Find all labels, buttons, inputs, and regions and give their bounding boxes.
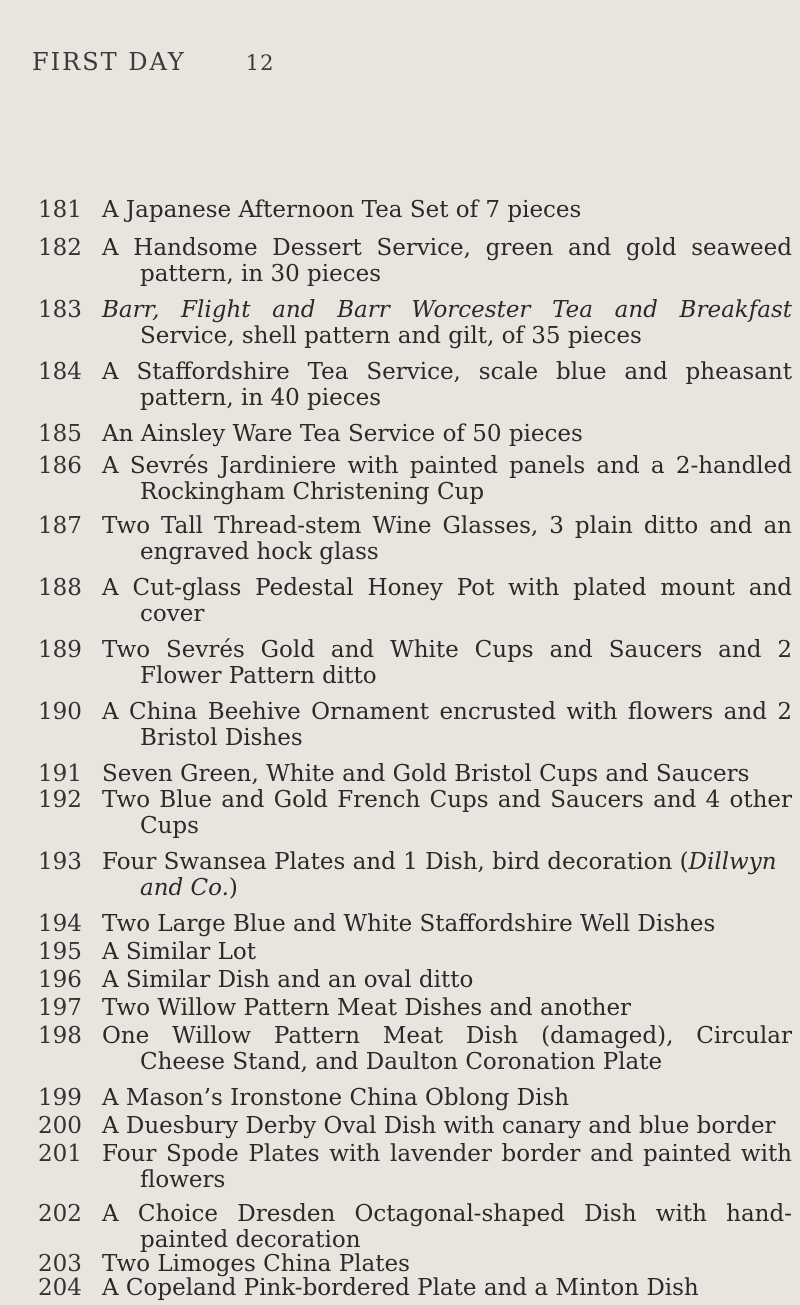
lot-description-line: Four Spode Plates with lavender border and painted with: [102, 1141, 792, 1167]
lot-description-line: A Japanese Afternoon Tea Set of 7 pieces: [102, 197, 582, 223]
day-heading: FIRST DAY: [32, 48, 186, 76]
lot-number: 192: [38, 787, 82, 813]
lot-description-line: flowers: [140, 1167, 226, 1193]
lot-description-line: Service, shell pattern and gilt, of 35 pieces: [140, 323, 642, 349]
lot-number: 201: [38, 1141, 82, 1167]
lot-description-text: Four Swansea Plates and 1 Dish, bird decoration (: [102, 849, 689, 875]
lot-number: 189: [38, 637, 82, 663]
lot-description-line: A Handsome Dessert Service, green and gold seaweed: [102, 235, 792, 261]
lot-number: 202: [38, 1201, 82, 1227]
lot-number: 190: [38, 699, 82, 725]
lot-description-line: A Cut-glass Pedestal Honey Pot with plated mount and: [102, 575, 792, 601]
lot-description-line: [140, 874, 800, 902]
closing-paren: ): [228, 875, 238, 901]
lot-number: 186: [38, 453, 82, 479]
lot-number: 185: [38, 421, 82, 447]
lot-description-line: A Sevrés Jardiniere with painted panels and a 2-handled: [102, 453, 792, 479]
lot-description-line: A Duesbury Derby Oval Dish with canary and blue border: [102, 1113, 776, 1139]
lot-description-line: engraved hock glass: [140, 539, 379, 565]
page-number: 12: [245, 51, 275, 75]
lot-number: 204: [38, 1275, 82, 1301]
lot-description-line: Two Large Blue and White Staffordshire Well Dishes: [102, 911, 716, 937]
lot-number: 200: [38, 1113, 82, 1139]
lot-description-line: cover: [140, 601, 205, 627]
lot-description-line: A Mason’s Ironstone China Oblong Dish: [102, 1085, 570, 1111]
lot-description-line: Two Tall Thread-stem Wine Glasses, 3 plain ditto and an: [102, 513, 792, 539]
lot-description-line: Cups: [140, 813, 199, 839]
lot-number: 198: [38, 1023, 82, 1049]
lot-description-line: Bristol Dishes: [140, 725, 303, 751]
lot-number: 193: [38, 849, 82, 875]
lot-description-line: Two Blue and Gold French Cups and Saucers and 4 other: [102, 787, 792, 813]
maker-name-cont: and Co.: [140, 875, 229, 901]
lot-description-line: A Choice Dresden Octagonal-shaped Dish with hand-: [102, 1201, 792, 1227]
lot-description-line: A Similar Lot: [102, 939, 256, 965]
lot-number: 182: [38, 235, 82, 261]
lot-number: 183: [38, 297, 82, 323]
lot-description-line: Cheese Stand, and Daulton Coronation Plate: [140, 1049, 663, 1075]
lot-description-line: Rockingham Christening Cup: [140, 479, 485, 505]
lot-description-line: pattern, in 30 pieces: [140, 261, 382, 287]
lot-description-line: A China Beehive Ornament encrusted with flowers and 2: [102, 699, 792, 725]
lot-description-line: painted decoration: [140, 1227, 361, 1253]
lot-description-line: Two Sevrés Gold and White Cups and Saucers and 2: [102, 637, 792, 663]
lot-number: 184: [38, 359, 82, 385]
lot-description-line: Barr, Flight and Barr Worcester Tea and Breakfast: [102, 297, 792, 323]
lot-number: 188: [38, 575, 82, 601]
lot-description-line: Seven Green, White and Gold Bristol Cups and Saucers: [102, 761, 750, 787]
lot-number: 194: [38, 911, 82, 937]
lot-number: 181: [38, 197, 82, 223]
lot-description-line: A Similar Dish and an oval ditto: [102, 967, 474, 993]
lot-description-line: Two Willow Pattern Meat Dishes and another: [102, 995, 632, 1021]
maker-name: Dillwyn: [688, 849, 777, 875]
lot-description-line: A Staffordshire Tea Service, scale blue and pheasant: [102, 359, 792, 385]
lot-description-line: [102, 848, 792, 876]
lot-description-line: One Willow Pattern Meat Dish (damaged), Circular: [102, 1023, 792, 1049]
lot-number: 197: [38, 995, 82, 1021]
page-header: [32, 48, 274, 88]
lot-number: 187: [38, 513, 82, 539]
lot-description-line: An Ainsley Ware Tea Service of 50 pieces: [102, 421, 583, 447]
lot-description-line: Flower Pattern ditto: [140, 663, 377, 689]
lot-number: 203: [38, 1251, 82, 1277]
lot-description-line: Two Limoges China Plates: [102, 1251, 410, 1277]
lot-description-line: A Copeland Pink-bordered Plate and a Minton Dish: [102, 1275, 699, 1301]
lot-number: 199: [38, 1085, 82, 1111]
lot-number: 191: [38, 761, 82, 787]
lot-number: 195: [38, 939, 82, 965]
lot-number: 196: [38, 967, 82, 993]
lot-description-line: pattern, in 40 pieces: [140, 385, 382, 411]
